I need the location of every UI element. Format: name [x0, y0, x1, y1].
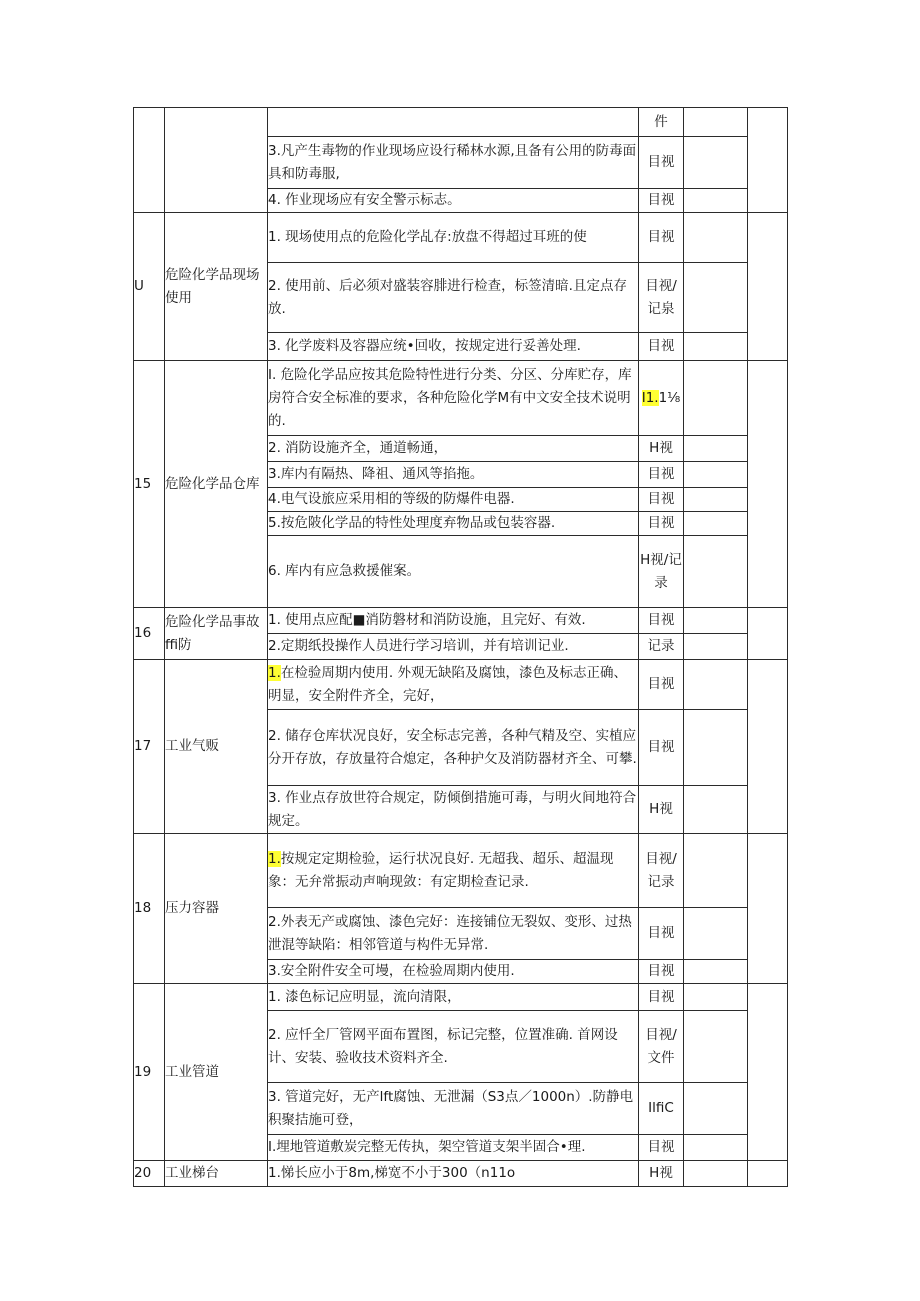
item-number: 16	[134, 608, 165, 660]
item-category: 危险化学品事故ffi防	[165, 608, 268, 660]
requirement-cell: 1.在检验周期内使用. 外观无缺陷及腐蚀，漆色及标志正确、明显，安全附件齐全，完好，	[268, 660, 639, 710]
result-cell	[684, 634, 748, 660]
requirement-cell: 2. 储存仓库状况良好，安全标志完善，各种气精及空、实植应分开存放，存放量符合熄定，各种护攵及消防器材齐全、可攀.	[268, 710, 639, 786]
result-cell	[684, 488, 748, 512]
result-cell	[684, 137, 748, 189]
result-cell	[684, 984, 748, 1011]
result-cell	[684, 263, 748, 333]
highlight-mark: 1.	[268, 664, 281, 681]
highlight-mark: I1.	[641, 389, 659, 406]
check-method-cell: H视	[639, 1161, 684, 1187]
requirement-cell: 2.外表无产或腐蚀、漆色完好：连接铺位无裂奴、变形、过热泄混等缺陷：相邻管道与构件无异常.	[268, 908, 639, 960]
table-row	[134, 608, 788, 634]
item-category: 危险化学品现场使用	[165, 213, 268, 361]
check-method-cell: 记录	[639, 634, 684, 660]
result-cell	[684, 361, 748, 436]
remark-cell	[748, 660, 788, 834]
check-method-cell: H视/记录	[639, 536, 684, 608]
result-cell	[684, 608, 748, 634]
result-cell	[684, 1135, 748, 1161]
item-category: 压力容器	[165, 834, 268, 984]
remark-cell	[748, 608, 788, 660]
item-category: 工业管道	[165, 984, 268, 1161]
check-method-cell: IlfiC	[639, 1083, 684, 1135]
item-category: 工业气贩	[165, 660, 268, 834]
result-cell	[684, 1011, 748, 1083]
check-method-cell: 件	[639, 108, 684, 137]
requirement-cell: I.埋地管道敷炭完整无传执，架空管道支架半固合•理.	[268, 1135, 639, 1161]
item-category-cell	[165, 108, 268, 213]
requirement-cell: 1. 现场使用点的危险化学乩存:放盘不得超过耳班的使	[268, 213, 639, 263]
check-method-cell: I1.1⅛	[639, 361, 684, 436]
result-cell	[684, 908, 748, 960]
requirement-cell: 4. 作业现场应有安全警示标志。	[268, 189, 639, 213]
requirement-cell: 3.库内有隔热、降祖、通风等掐拖。	[268, 462, 639, 488]
requirement-cell: 6. 库内有应急救援催案。	[268, 536, 639, 608]
check-method-cell: 目视	[639, 462, 684, 488]
check-method-cell: H视	[639, 786, 684, 834]
requirement-cell: 2. 使用前、后必须对盛装容腓进行检查，标签清暗.且定点存放.	[268, 263, 639, 333]
check-method-cell: 目视	[639, 333, 684, 361]
item-number: 15	[134, 361, 165, 608]
requirement-cell: 3.安全附件安全可墁，在检验周期内使用.	[268, 960, 639, 984]
check-method-cell: 目视	[639, 189, 684, 213]
result-cell	[684, 1161, 748, 1187]
table-row	[134, 984, 788, 1011]
remark-cell	[748, 213, 788, 361]
requirement-cell	[268, 108, 639, 137]
result-cell	[684, 834, 748, 908]
result-cell	[684, 436, 748, 462]
result-cell	[684, 213, 748, 263]
check-method-cell: 目视	[639, 608, 684, 634]
requirement-cell: 1.按规定定期检验，运行状况良好. 无超我、超乐、超温现象：无弁常振动声响现敛：有定期检查记录.	[268, 834, 639, 908]
table-row	[134, 1161, 788, 1187]
requirement-cell: 3.凡产生毒物的作业现场应设行稀林水源,且备有公用的防毒面具和防毒服,	[268, 137, 639, 189]
result-cell	[684, 660, 748, 710]
table-row	[134, 834, 788, 908]
check-method-cell: 目视	[639, 960, 684, 984]
item-number: 18	[134, 834, 165, 984]
check-method-cell: 目视	[639, 137, 684, 189]
remark-cell	[748, 108, 788, 213]
result-cell	[684, 333, 748, 361]
remark-cell	[748, 834, 788, 984]
table-row	[134, 361, 788, 436]
check-method-cell: 目视/记泉	[639, 263, 684, 333]
requirement-cell: 1. 使用点应配■消防磐材和消防设施，且完好、有效.	[268, 608, 639, 634]
table-row	[134, 108, 788, 137]
check-method-cell: 目视	[639, 512, 684, 536]
remark-cell	[748, 1161, 788, 1187]
item-number: 17	[134, 660, 165, 834]
check-method-cell: 目视	[639, 660, 684, 710]
check-method-cell: 目视	[639, 984, 684, 1011]
check-method-cell: 目视	[639, 488, 684, 512]
requirement-cell: 3. 作业点存放世符合规定，防倾倒措施可毒，与明火间地符合规定。	[268, 786, 639, 834]
requirement-cell: 3. 管道完好，无产lft腐蚀、无泄漏（S3点／1000n）.防静电积聚拮施可登，	[268, 1083, 639, 1135]
requirement-cell: 1.悌长应小于8m,梯宽不小于300（n11o	[268, 1161, 639, 1187]
item-number: U	[134, 213, 165, 361]
requirement-cell: 5.按危陂化学品的特性处理度弃物品或包装容器.	[268, 512, 639, 536]
check-method-cell: 目视	[639, 1135, 684, 1161]
item-category: 工业梯台	[165, 1161, 268, 1187]
check-method-cell: H视	[639, 436, 684, 462]
result-cell	[684, 960, 748, 984]
requirement-cell: 2.定期纸投操作人员进行学习培训，并有培训记业.	[268, 634, 639, 660]
check-method-cell: 目视	[639, 710, 684, 786]
remark-cell	[748, 984, 788, 1161]
remark-cell	[748, 361, 788, 608]
result-cell	[684, 189, 748, 213]
item-number: 19	[134, 984, 165, 1161]
highlight-mark: 1.	[268, 850, 281, 867]
check-method-cell: 目视/文件	[639, 1011, 684, 1083]
requirement-cell: I. 危险化学品应按其危险特性进行分类、分区、分库贮存，库房符合安全标准的要求，各种危险化学M有中文安全技术说明的.	[268, 361, 639, 436]
check-method-cell: 目视/记录	[639, 834, 684, 908]
item-number-cell	[134, 108, 165, 213]
item-category: 危险化学品仓库	[165, 361, 268, 608]
result-cell	[684, 512, 748, 536]
result-cell	[684, 710, 748, 786]
check-method-cell: 目视	[639, 213, 684, 263]
requirement-cell: 4.电气设旅应采用相的等级的防爆件电器.	[268, 488, 639, 512]
result-cell	[684, 1083, 748, 1135]
result-cell	[684, 536, 748, 608]
table-row	[134, 660, 788, 710]
requirement-cell: 3. 化学废料及容器应统•回收，按规定进行妥善处理.	[268, 333, 639, 361]
inspection-table	[133, 107, 788, 1187]
result-cell	[684, 786, 748, 834]
table-row	[134, 213, 788, 263]
requirement-cell: 2. 消防设施齐全，通道畅通，	[268, 436, 639, 462]
requirement-cell: 2. 应忏全厂管网平面布置图，标记完整，位置准确. 首网设计、安装、验收技术资料齐全.	[268, 1011, 639, 1083]
requirement-cell: 1. 漆色标记应明显，流向清限，	[268, 984, 639, 1011]
check-method-cell: 目视	[639, 908, 684, 960]
item-number: 20	[134, 1161, 165, 1187]
result-cell	[684, 462, 748, 488]
result-cell	[684, 108, 748, 137]
